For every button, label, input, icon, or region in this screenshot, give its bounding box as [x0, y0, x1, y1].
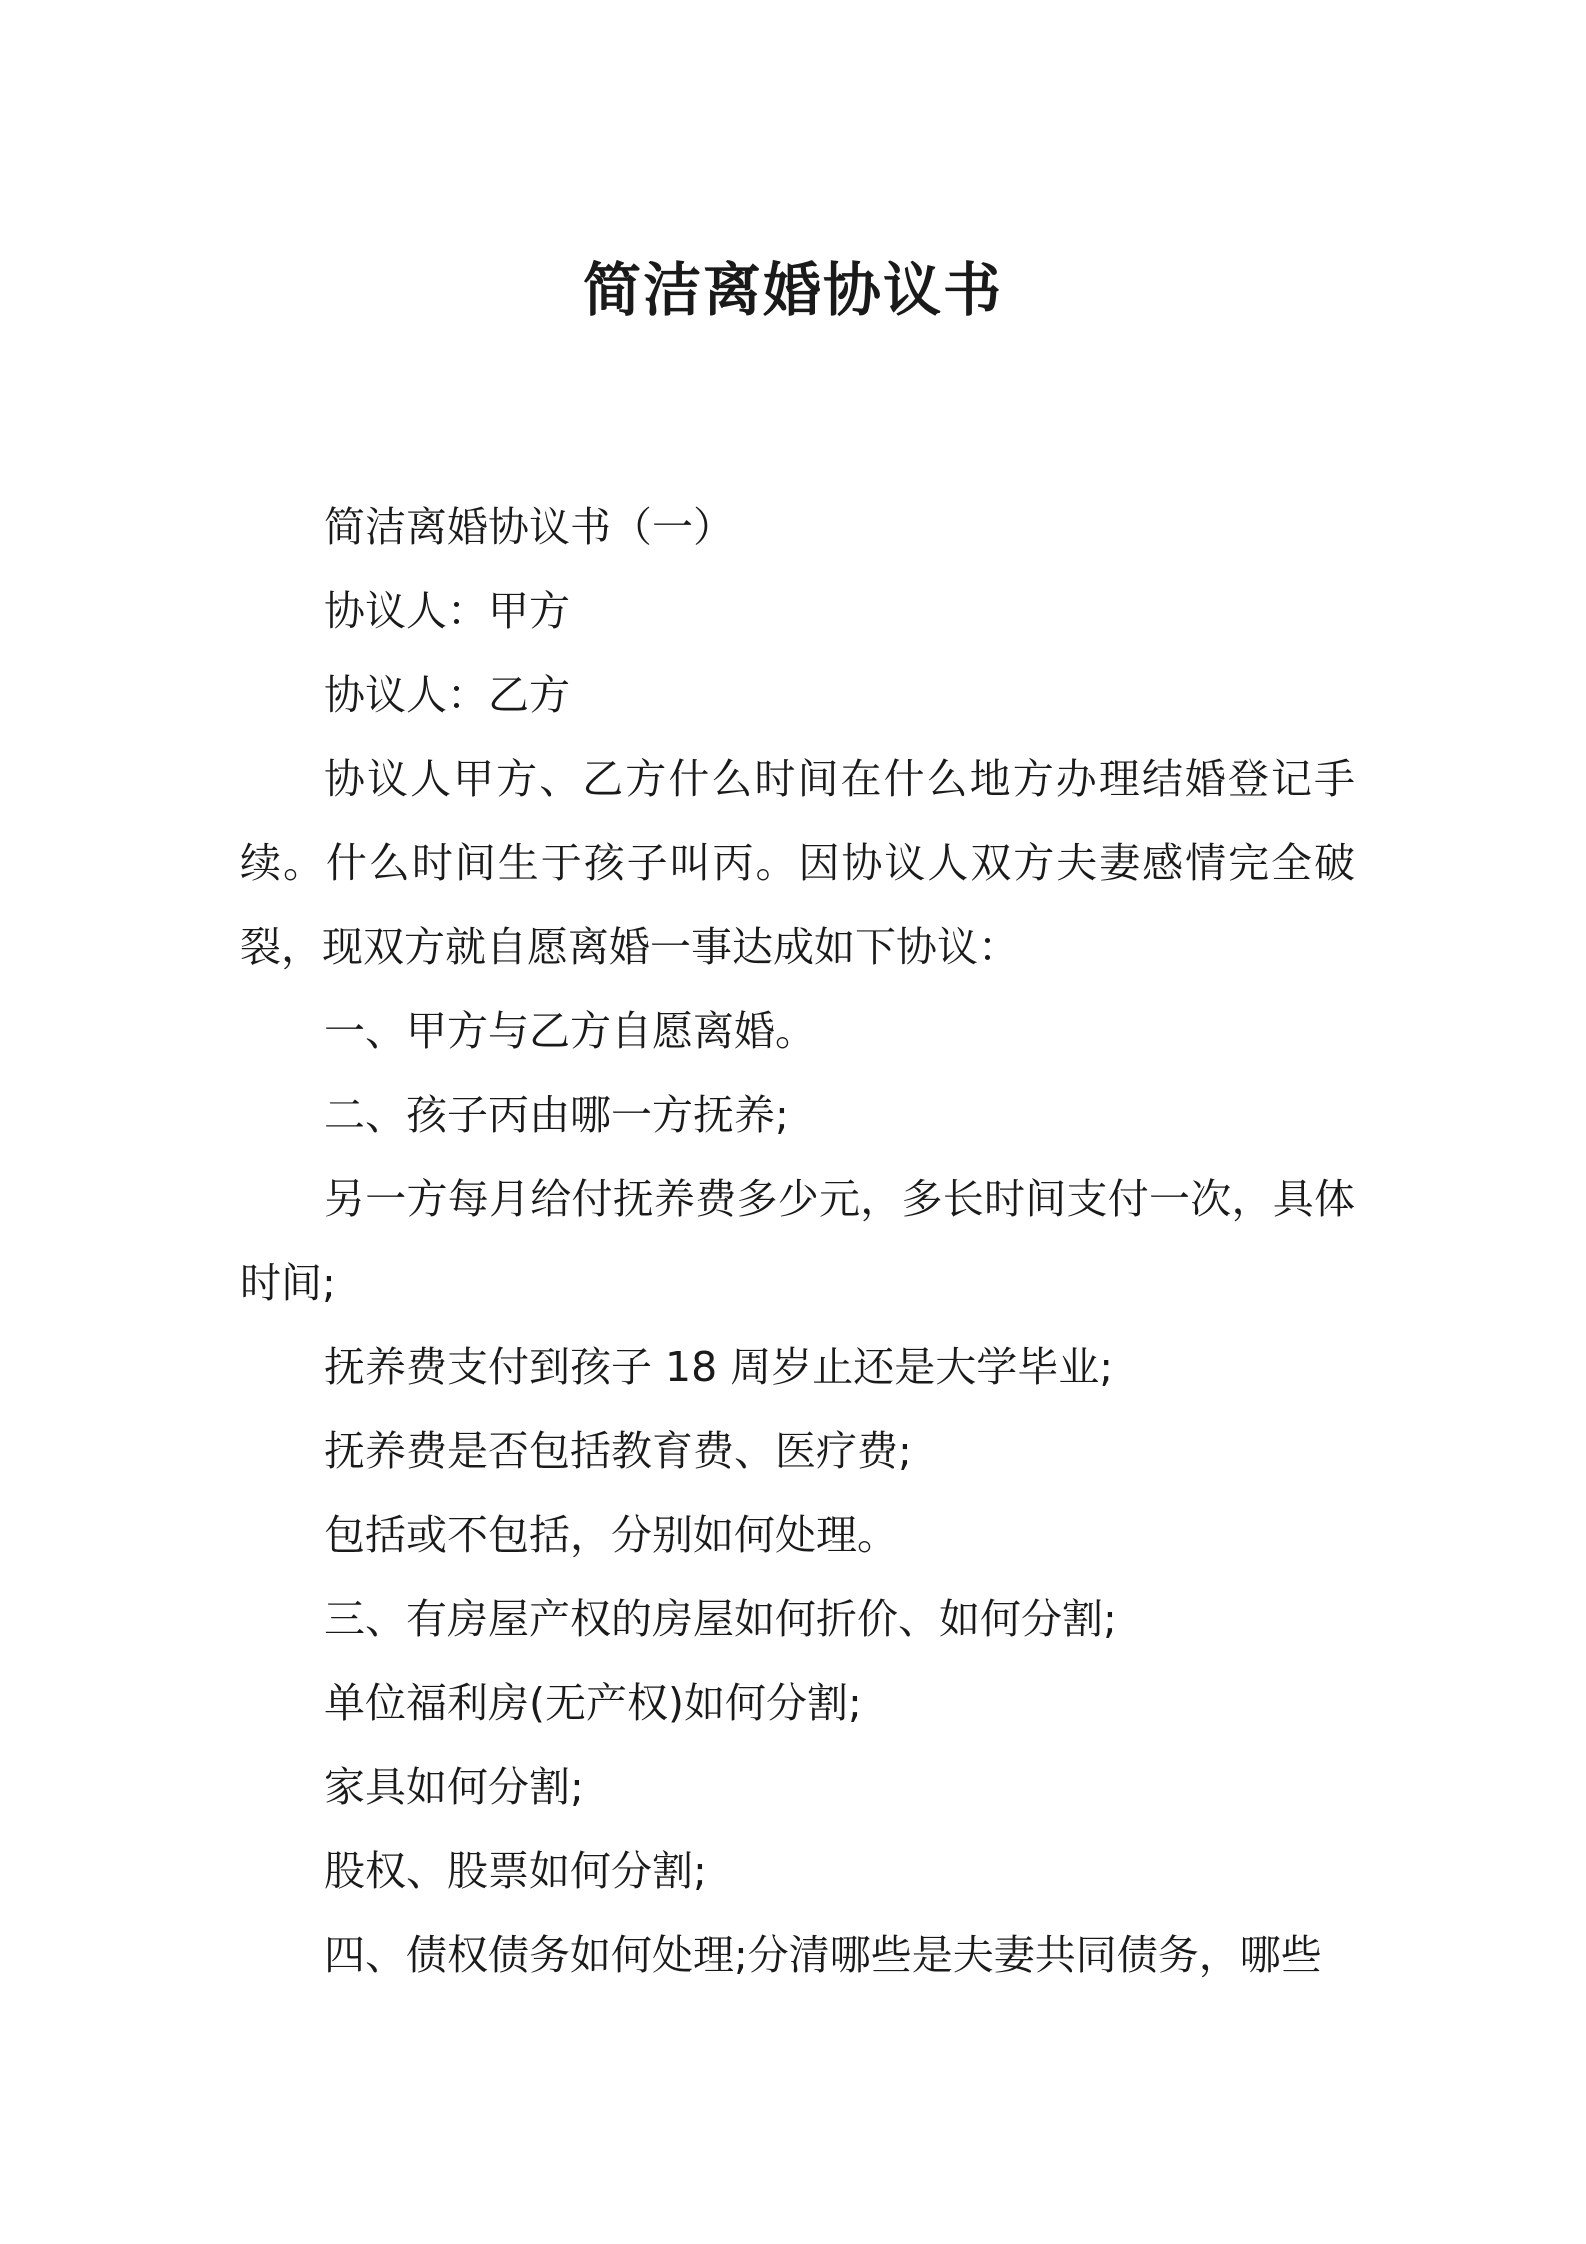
paragraph-clause-2: 二、孩子丙由哪一方抚养; — [324, 1091, 789, 1139]
paragraph-furniture: 家具如何分割; — [324, 1763, 584, 1811]
paragraph-party-a: 协议人：甲方 — [324, 587, 570, 635]
paragraph-support-scope: 抚养费是否包括教育费、医疗费; — [324, 1427, 912, 1475]
paragraph-clause-3: 三、有房屋产权的房屋如何折价、如何分割; — [324, 1595, 1117, 1643]
paragraph-clause-1: 一、甲方与乙方自愿离婚。 — [324, 1007, 816, 1055]
paragraph-support-handling: 包括或不包括，分别如何处理。 — [324, 1511, 898, 1559]
paragraph-subtitle: 简洁离婚协议书（一） — [324, 503, 734, 551]
document-body — [240, 485, 1355, 1997]
paragraph-welfare-housing: 单位福利房(无产权)如何分割; — [324, 1679, 862, 1727]
paragraph-shares: 股权、股票如何分割; — [324, 1847, 707, 1895]
paragraph-party-b: 协议人：乙方 — [324, 671, 570, 719]
paragraph-support-duration: 抚养费支付到孩子 18 周岁止还是大学毕业; — [324, 1343, 1114, 1391]
document-title: 简洁离婚协议书 — [582, 256, 1003, 324]
paragraph-clause-4: 四、债权债务如何处理;分清哪些是夫妻共同债务，哪些 — [324, 1931, 1322, 1979]
paragraph-support-payment: 另一方每月给付抚养费多少元，多长时间支付一次，具体时间; — [240, 1175, 1355, 1307]
paragraph-preamble: 协议人甲方、乙方什么时间在什么地方办理结婚登记手续。什么时间生于孩子叫丙。因协议人双方夫妻感情完全破裂，现双方就自愿离婚一事达成如下协议： — [240, 755, 1355, 971]
